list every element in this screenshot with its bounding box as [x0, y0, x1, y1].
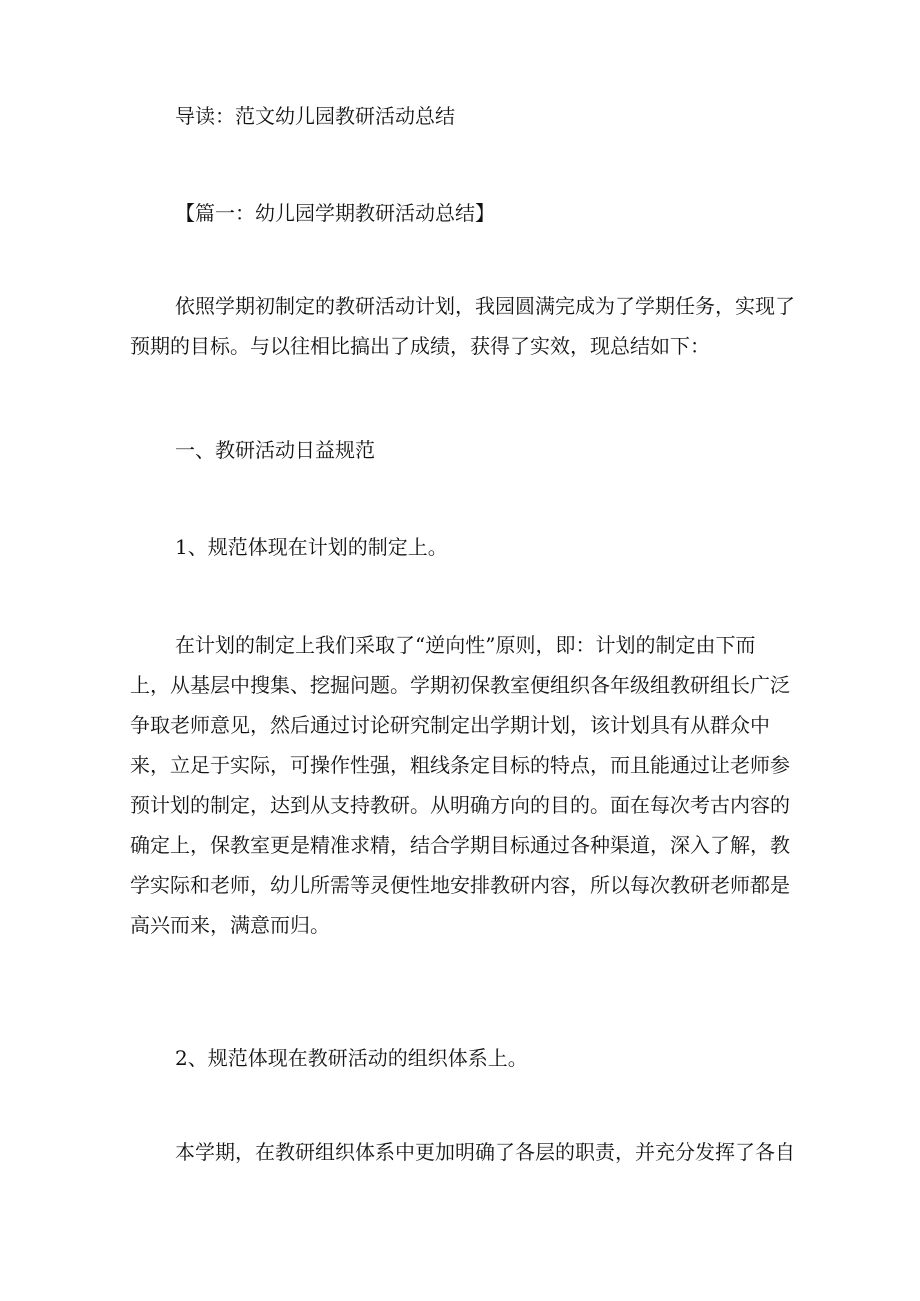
paragraph-line: 本学期，在教研组织体系中更加明确了各层的职责，并充分发挥了各自: [175, 1140, 795, 1164]
paragraph-line: 确定上，保教室更是精准求精，结合学期目标通过各种渠道，深入了解，教: [130, 833, 790, 857]
paragraph-line: 上，从基层中搜集、挖掘问题。学期初保教室便组织各年级组教研组长广泛: [130, 673, 790, 697]
paragraph-line: 预期的目标。与以往相比搞出了成绩，获得了实效，现总结如下：: [130, 334, 710, 358]
paragraph-line: 依照学期初制定的教研活动计划，我园圆满完成为了学期任务，实现了: [175, 294, 795, 318]
chapter-title: 【篇一：幼儿园学期教研活动总结】: [175, 201, 495, 225]
paragraph-2: [130, 625, 790, 945]
section-1-heading: 一、教研活动日益规范: [175, 438, 375, 462]
paragraph-line: 争取老师意见，然后通过讨论研究制定出学期计划，该计划具有从群众中: [130, 713, 770, 737]
paragraph-line: 预计划的制定，达到从支持教研。从明确方向的目的。面在每次考古内容的: [130, 793, 790, 817]
paragraph-line: 学实际和老师，幼儿所需等灵便性地安排教研内容，所以每次教研老师都是: [130, 873, 790, 897]
paragraph-line: 在计划的制定上我们采取了“逆向性”原则，即：计划的制定由下而: [175, 633, 756, 657]
subsection-1-heading: 1、规范体现在计划的制定上。: [175, 535, 448, 559]
paragraph-line: 高兴而来，满意而归。: [130, 913, 330, 937]
intro-line: 导读：范文幼儿园教研活动总结: [175, 104, 455, 128]
subsection-2-heading: 2、规范体现在教研活动的组织体系上。: [175, 1046, 528, 1070]
paragraph-3: [175, 1132, 795, 1172]
paragraph-1: [130, 286, 795, 366]
paragraph-line: 来，立足于实际，可操作性强，粗线条定目标的特点，而且能通过让老师参: [130, 753, 790, 777]
